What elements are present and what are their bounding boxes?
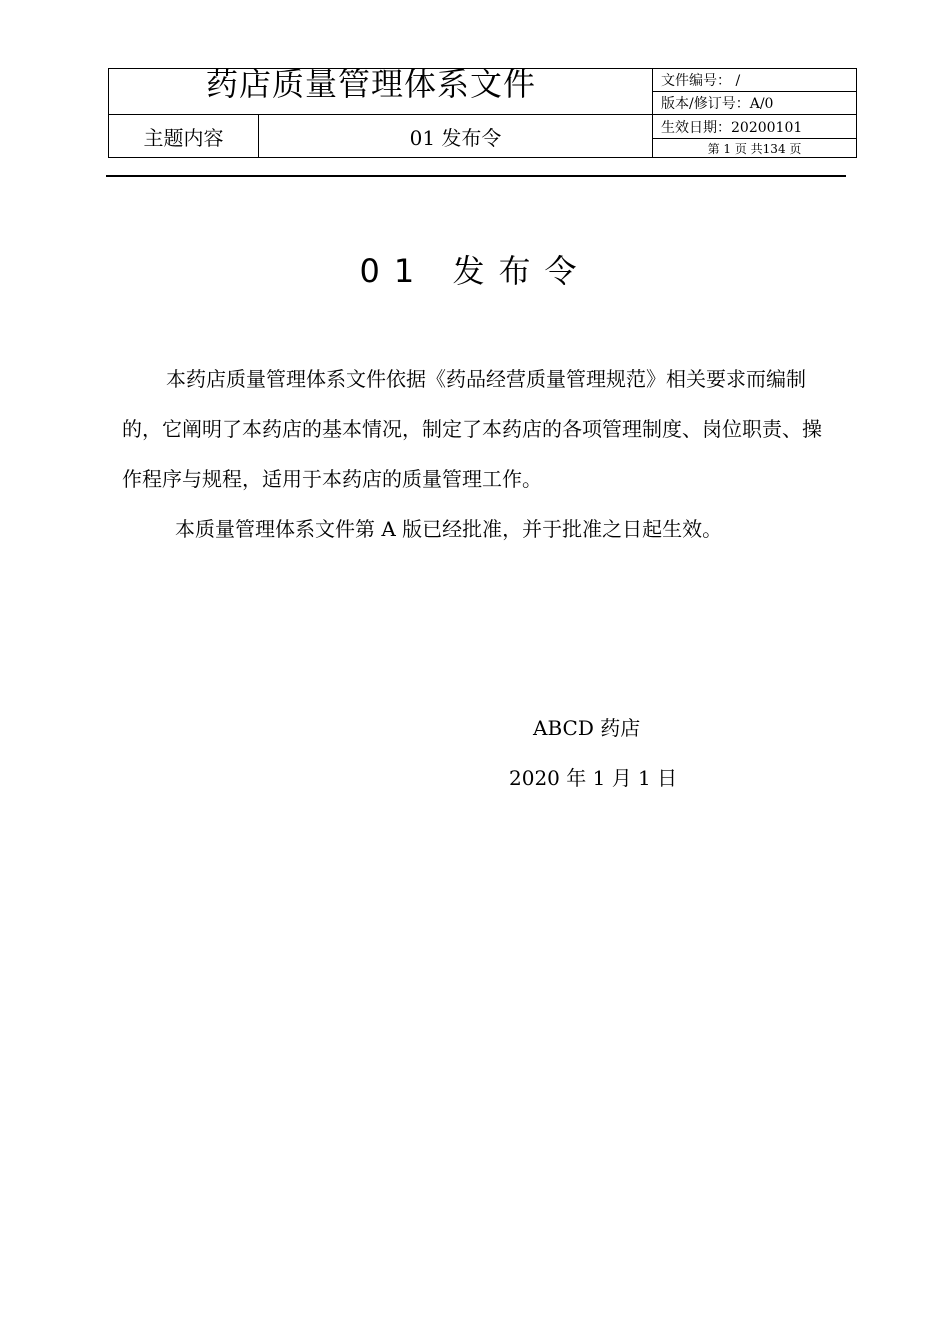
signature-date: 2020 年 1 月 1 日 [509,766,678,790]
subject-value: 01 发布令 [259,115,653,158]
header-divider [106,175,846,177]
page-title: 01 发布令 [359,252,591,290]
body-paragraph-1: 本药店质量管理体系文件依据《药品经营质量管理规范》相关要求而编制的，它阐明了本药店的基本情况，制定了本药店的各项管理制度、岗位职责、操作程序与规程，适用于本药店的质量管理工作。 [122,367,822,491]
effective-date: 生效日期：20200101 [653,115,857,139]
document-title: 药店质量管理体系文件 [206,65,537,103]
version-number: 版本/修订号：A/0 [653,92,857,115]
subject-label: 主题内容 [109,115,259,158]
page-info: 第 1 页 共134 页 [653,139,857,158]
document-number: 文件编号： / [653,69,857,92]
document-header-table [108,65,857,158]
document-title-cell [109,65,653,115]
signature-organization: ABCD 药店 [533,716,641,740]
body-paragraph-2: 本质量管理体系文件第 A 版已经批准，并于批准之日起生效。 [175,517,723,541]
